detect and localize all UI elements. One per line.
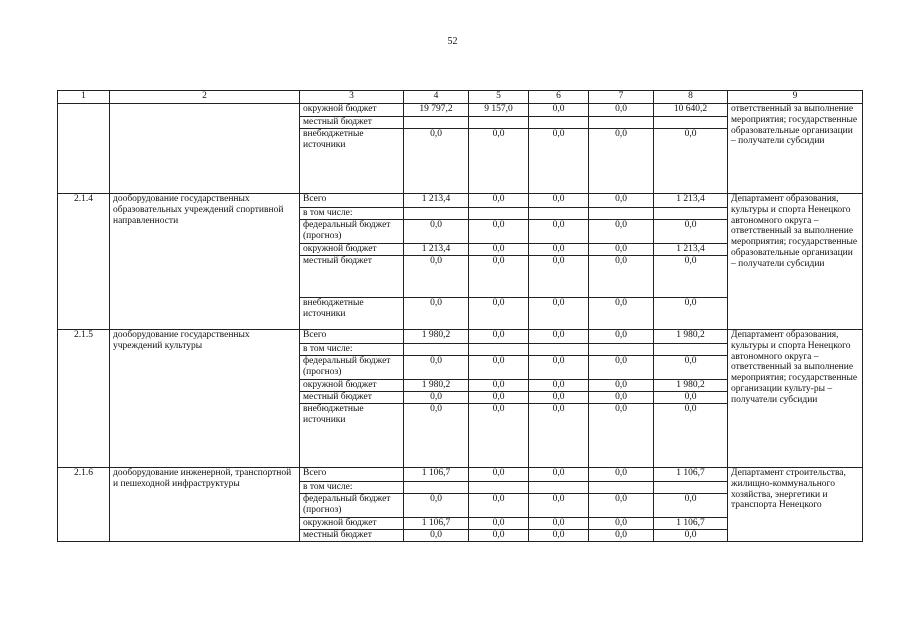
name-cell <box>110 104 300 194</box>
source-cell: в том числе: <box>300 344 404 356</box>
value-cell <box>404 482 469 494</box>
value-cell: 0,0 <box>529 256 589 298</box>
source-cell: окружной бюджет <box>300 518 404 530</box>
value-cell: 0,0 <box>404 392 469 404</box>
value-cell: 0,0 <box>589 256 654 298</box>
value-cell <box>404 344 469 356</box>
value-cell: 0,0 <box>589 494 654 518</box>
value-cell: 0,0 <box>529 468 589 482</box>
source-cell: местный бюджет <box>300 392 404 404</box>
table-row <box>58 194 863 208</box>
header-col-8: 8 <box>654 91 728 104</box>
source-cell: федеральный бюджет (прогноз) <box>300 494 404 518</box>
value-cell: 0,0 <box>529 298 589 330</box>
table-row <box>58 468 863 482</box>
code-cell <box>58 104 110 194</box>
header-col-6: 6 <box>529 91 589 104</box>
value-cell <box>529 344 589 356</box>
value-cell: 0,0 <box>654 404 728 468</box>
value-cell: 0,0 <box>654 298 728 330</box>
header-col-3: 3 <box>300 91 404 104</box>
value-cell: 0,0 <box>529 494 589 518</box>
header-col-4: 4 <box>404 91 469 104</box>
value-cell: 0,0 <box>469 356 529 380</box>
value-cell: 0,0 <box>529 404 589 468</box>
value-cell: 0,0 <box>589 298 654 330</box>
value-cell: 0,0 <box>589 530 654 542</box>
value-cell: 0,0 <box>589 330 654 344</box>
code-cell: 2.1.5 <box>58 330 110 468</box>
value-cell <box>654 117 728 129</box>
value-cell: 0,0 <box>529 530 589 542</box>
value-cell: 0,0 <box>589 356 654 380</box>
code-cell: 2.1.6 <box>58 468 110 542</box>
value-cell: 1 106,7 <box>654 468 728 482</box>
source-cell: федеральный бюджет (прогноз) <box>300 220 404 244</box>
responsible-cell: ответственный за выполнение мероприятия; государственные образовательные организации – получатели субсидии <box>728 104 863 194</box>
value-cell: 0,0 <box>589 518 654 530</box>
source-cell: в том числе: <box>300 208 404 220</box>
value-cell: 0,0 <box>469 380 529 392</box>
source-cell: федеральный бюджет (прогноз) <box>300 356 404 380</box>
source-cell: Всего <box>300 194 404 208</box>
value-cell: 1 106,7 <box>654 518 728 530</box>
value-cell <box>529 117 589 129</box>
value-cell: 0,0 <box>469 392 529 404</box>
page-number: 52 <box>447 36 458 47</box>
value-cell <box>654 344 728 356</box>
value-cell <box>469 482 529 494</box>
responsible-cell: Департамент образования, культуры и спорта Ненецкого автономного округа – ответственный за выполнение мероприятия; государственные организации культу-ры – получатели субсидии <box>728 330 863 468</box>
value-cell: 0,0 <box>589 220 654 244</box>
value-cell: 0,0 <box>654 392 728 404</box>
value-cell: 0,0 <box>589 244 654 256</box>
value-cell: 19 797,2 <box>404 104 469 117</box>
value-cell <box>654 208 728 220</box>
value-cell: 1 980,2 <box>654 380 728 392</box>
value-cell: 10 640,2 <box>654 104 728 117</box>
header-col-7: 7 <box>589 91 654 104</box>
value-cell: 0,0 <box>469 194 529 208</box>
value-cell: 0,0 <box>529 104 589 117</box>
value-cell: 0,0 <box>469 256 529 298</box>
value-cell: 0,0 <box>469 129 529 194</box>
value-cell: 0,0 <box>469 220 529 244</box>
value-cell: 1 980,2 <box>404 330 469 344</box>
header-col-1: 1 <box>58 91 110 104</box>
value-cell: 0,0 <box>654 494 728 518</box>
name-cell: дооборудование государственных учреждений культуры <box>110 330 300 468</box>
value-cell: 0,0 <box>404 256 469 298</box>
value-cell: 0,0 <box>404 220 469 244</box>
value-cell: 0,0 <box>469 468 529 482</box>
value-cell: 0,0 <box>589 380 654 392</box>
source-cell: Всего <box>300 468 404 482</box>
value-cell: 0,0 <box>529 220 589 244</box>
table-row <box>58 104 863 117</box>
value-cell: 0,0 <box>529 129 589 194</box>
name-cell: дооборудование инженерной, транспортной и пешеходной инфраструктуры <box>110 468 300 542</box>
value-cell: 0,0 <box>469 518 529 530</box>
value-cell: 0,0 <box>589 392 654 404</box>
value-cell: 0,0 <box>529 356 589 380</box>
value-cell: 0,0 <box>654 220 728 244</box>
value-cell: 0,0 <box>529 244 589 256</box>
value-cell: 0,0 <box>469 330 529 344</box>
value-cell: 0,0 <box>404 298 469 330</box>
value-cell: 0,0 <box>404 404 469 468</box>
budget-table <box>57 90 863 542</box>
value-cell: 0,0 <box>589 129 654 194</box>
value-cell: 0,0 <box>404 494 469 518</box>
value-cell <box>529 482 589 494</box>
value-cell: 1 213,4 <box>654 194 728 208</box>
value-cell: 0,0 <box>469 494 529 518</box>
table-row <box>58 330 863 344</box>
value-cell: 0,0 <box>404 356 469 380</box>
responsible-cell: Департамент строительства, жилищно-коммунального хозяйства, энергетики и транспорта Ненецкого <box>728 468 863 542</box>
value-cell: 0,0 <box>469 404 529 468</box>
value-cell <box>469 344 529 356</box>
responsible-cell: Департамент образования, культуры и спорта Ненецкого автономного округа – ответственный за выполнение мероприятия; государственные образовательные организации – получатели субсидии <box>728 194 863 330</box>
value-cell <box>654 482 728 494</box>
source-cell: внебюджетные источники <box>300 129 404 194</box>
value-cell: 0,0 <box>529 380 589 392</box>
value-cell: 0,0 <box>654 356 728 380</box>
source-cell: внебюджетные источники <box>300 404 404 468</box>
value-cell: 0,0 <box>589 404 654 468</box>
value-cell <box>404 208 469 220</box>
value-cell <box>589 117 654 129</box>
header-col-9: 9 <box>728 91 863 104</box>
value-cell: 0,0 <box>529 330 589 344</box>
source-cell: местный бюджет <box>300 530 404 542</box>
value-cell: 0,0 <box>469 298 529 330</box>
code-cell: 2.1.4 <box>58 194 110 330</box>
value-cell: 0,0 <box>589 468 654 482</box>
source-cell: местный бюджет <box>300 256 404 298</box>
value-cell <box>529 208 589 220</box>
source-cell: окружной бюджет <box>300 244 404 256</box>
value-cell: 0,0 <box>469 530 529 542</box>
value-cell: 0,0 <box>404 129 469 194</box>
value-cell: 1 980,2 <box>654 330 728 344</box>
value-cell <box>589 482 654 494</box>
value-cell <box>469 117 529 129</box>
value-cell: 1 213,4 <box>654 244 728 256</box>
value-cell: 0,0 <box>654 530 728 542</box>
source-cell: окружной бюджет <box>300 380 404 392</box>
value-cell: 0,0 <box>469 244 529 256</box>
value-cell: 1 980,2 <box>404 380 469 392</box>
value-cell <box>469 208 529 220</box>
value-cell: 0,0 <box>589 194 654 208</box>
value-cell: 0,0 <box>529 392 589 404</box>
value-cell: 0,0 <box>529 194 589 208</box>
value-cell: 1 106,7 <box>404 518 469 530</box>
source-cell: окружной бюджет <box>300 104 404 117</box>
value-cell: 1 213,4 <box>404 194 469 208</box>
value-cell <box>404 117 469 129</box>
value-cell: 0,0 <box>654 129 728 194</box>
source-cell: в том числе: <box>300 482 404 494</box>
header-col-2: 2 <box>110 91 300 104</box>
value-cell: 0,0 <box>589 104 654 117</box>
value-cell: 1 213,4 <box>404 244 469 256</box>
source-cell: местный бюджет <box>300 117 404 129</box>
header-col-5: 5 <box>469 91 529 104</box>
value-cell: 0,0 <box>529 518 589 530</box>
source-cell: Всего <box>300 330 404 344</box>
source-cell: внебюджетные источники <box>300 298 404 330</box>
name-cell: дооборудование государственных образовательных учреждений спортивной направленности <box>110 194 300 330</box>
value-cell: 1 106,7 <box>404 468 469 482</box>
value-cell: 9 157,0 <box>469 104 529 117</box>
value-cell <box>589 208 654 220</box>
header-row <box>58 91 863 104</box>
value-cell: 0,0 <box>404 530 469 542</box>
value-cell: 0,0 <box>654 256 728 298</box>
value-cell <box>589 344 654 356</box>
